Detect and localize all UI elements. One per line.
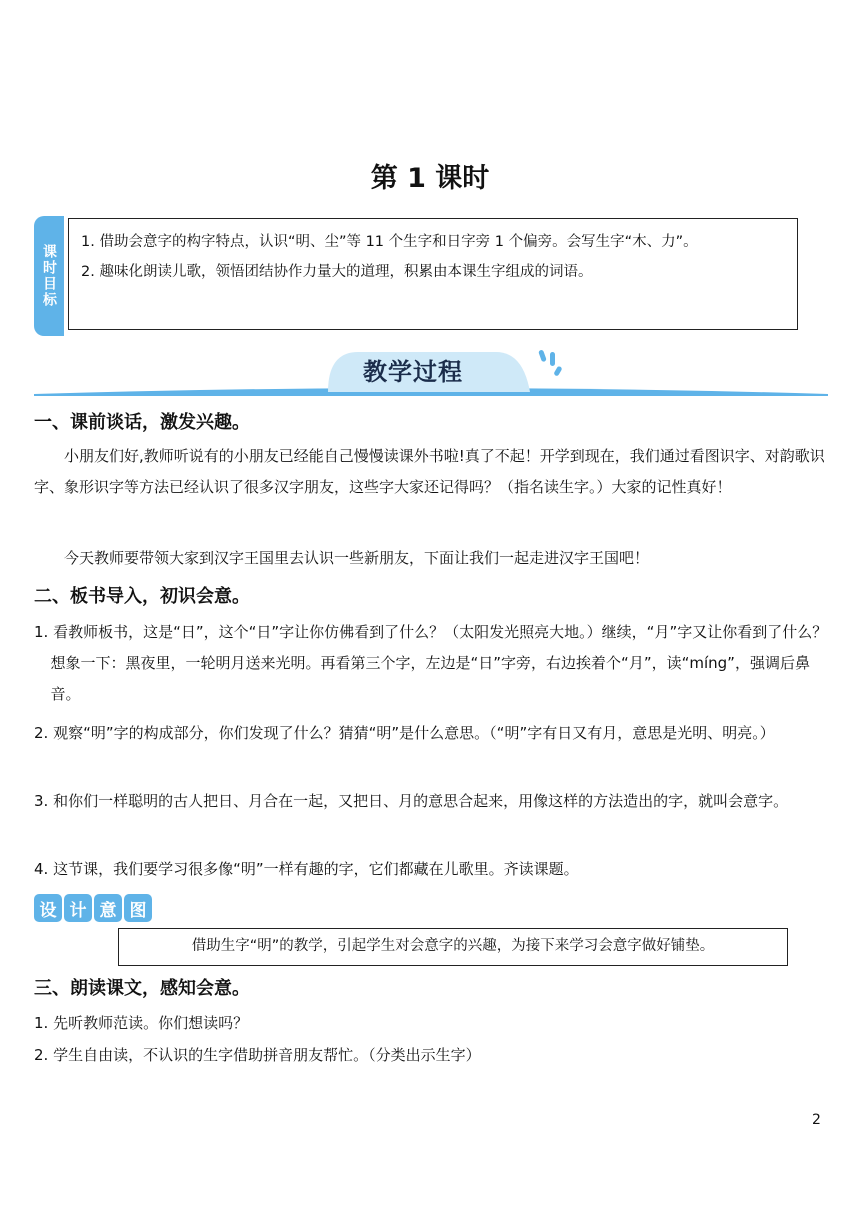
objective-item: 1. 借助会意字的构字特点，认识“明、尘”等 11 个生字和日字旁 1 个偏旁。会写生字“木、力”。 xyxy=(81,234,698,250)
section1-paragraph: 今天教师要带领大家到汉字王国里去认识一些新朋友，下面让我们一起走进汉字王国吧！ xyxy=(64,549,650,567)
list-item: 1. 看教师板书，这是“日”，这个“日”字让你仿佛看到了什么？（太阳发光照亮大地。）继续，“月”字又让你看到了什么？想象一下：黑夜里，一轮明月送来光明。再看第三个字，左边是“日”字旁，右边挨着个“月”，读“míng”，强调后鼻音。 xyxy=(34,623,828,703)
objectives-box xyxy=(68,218,798,330)
process-banner-title: 教学过程 xyxy=(363,358,463,386)
section2-heading: 二、板书导入，初识会意。 xyxy=(34,586,250,607)
objectives-tab xyxy=(34,216,64,336)
list-item: 2. 观察“明”字的构成部分，你们发现了什么？猜猜“明”是什么意思。（“明”字有日又有月，意思是光明、明亮。） xyxy=(34,724,775,742)
badge-char: 设 xyxy=(34,894,62,922)
list-item: 2. 学生自由读，不认识的生字借助拼音朋友帮忙。（分类出示生字） xyxy=(34,1046,481,1064)
list-item: 4. 这节课，我们要学习很多像“明”一样有趣的字，它们都藏在儿歌里。齐读课题。 xyxy=(34,860,579,878)
page-number: 2 xyxy=(812,1112,821,1128)
objectives-tab-label: 课时目标 xyxy=(41,244,57,308)
list-item: 3. 和你们一样聪明的古人把日、月合在一起，又把日、月的意思合起来，用像这样的方法造出的字，就叫会意字。 xyxy=(34,792,789,810)
design-intent-box: 借助生字“明”的教学，引起学生对会意字的兴趣，为接下来学习会意字做好铺垫。 xyxy=(118,928,788,966)
badge-char: 计 xyxy=(64,894,92,922)
objective-item: 2. 趣味化朗读儿歌，领悟团结协作力量大的道理，积累由本课生字组成的词语。 xyxy=(81,264,593,280)
section3-heading: 三、朗读课文，感知会意。 xyxy=(34,978,250,999)
badge-char: 意 xyxy=(94,894,122,922)
design-intent-badge xyxy=(34,894,154,922)
section1-paragraph: 小朋友们好,教师听说有的小朋友已经能自己慢慢读课外书啦!真了不起！开学到现在，我们通过看图识字、对韵歌识字、象形识字等方法已经认识了很多汉字朋友，这些字大家还记得吗？（指名读生字。）大家的记性真好！ xyxy=(34,447,825,496)
page-title: 第 1 课时 xyxy=(370,163,490,194)
section1-heading: 一、课前谈话，激发兴趣。 xyxy=(34,412,250,433)
badge-char: 图 xyxy=(124,894,152,922)
list-item: 1. 先听教师范读。你们想读吗？ xyxy=(34,1014,249,1032)
